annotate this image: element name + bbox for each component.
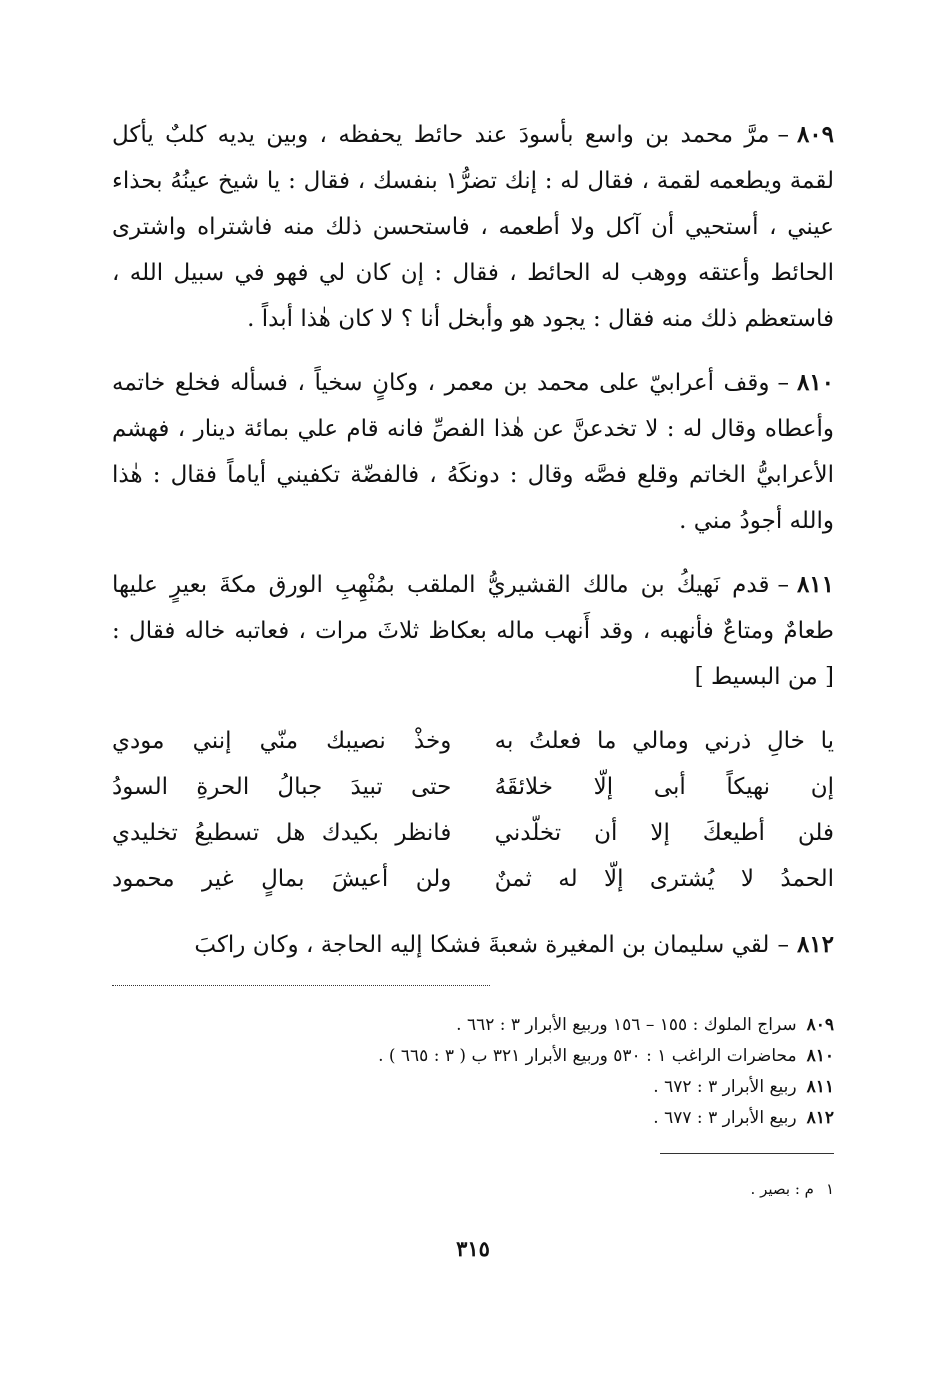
entry-number: ٨١٢ bbox=[796, 931, 834, 958]
source-text: ربيع الأبرار ٣ : ٦٧٧ . bbox=[653, 1108, 797, 1128]
entry-text: قدم نَهيكُ بن مالك القشيريُّ الملقب بمُنْهِبِ الورق مكةَ بعيرٍ عليها طعامٌ ومتاعٌ فأنهبه ، وقد أَنهب ماله بعكاظ ثلاثَ مرات ، فعاتبه خاله فقال : bbox=[112, 572, 834, 644]
hemistich-second: وخذْ نصيبك منّي إنني مودي bbox=[112, 728, 452, 754]
sources-divider bbox=[112, 985, 490, 986]
entry-text: وقف أعرابيّ على محمد بن معمر ، وكانٍ سخياً ، فسأله فخلع خاتمه وأعطاه وقال له : لا تخدعنَّ عن هٰذا الفصِّ فانه قام علي بمائة دينار ، فهشم الأعرابيُّ الخاتم وقلع فصَّه وقال : دونكَهُ ، فالفضّة تكفيني أياماً فقال : هٰذا والله أجودُ مني . bbox=[112, 370, 834, 534]
source-number: ٨١٢ bbox=[806, 1108, 834, 1128]
main-text bbox=[112, 112, 834, 986]
hemistich-first: إن نهيكاً أبى إلّا خلائقَهُ bbox=[494, 774, 834, 800]
poem-verse bbox=[112, 856, 834, 902]
source-item bbox=[112, 1072, 834, 1103]
poem-verse bbox=[112, 810, 834, 856]
hemistich-second: ولن أعيشَ بمالٍ غير محمود bbox=[112, 866, 452, 892]
poem-meter: [ من البسيط ] bbox=[694, 664, 834, 690]
page-number: ٣١٥ bbox=[456, 1236, 490, 1261]
source-text: ربيع الأبرار ٣ : ٦٧٢ . bbox=[653, 1077, 797, 1097]
entry-number: ٨٠٩ bbox=[796, 121, 834, 148]
entry-dash: – bbox=[777, 122, 789, 148]
source-number: ٨٠٩ bbox=[806, 1015, 834, 1035]
poem-verse bbox=[112, 718, 834, 764]
source-number: ٨١١ bbox=[806, 1077, 834, 1097]
entry-text: لقي سليمان بن المغيرة شعبةَ فشكا إليه الحاجة ، وكان راكبَ bbox=[194, 932, 770, 958]
source-item bbox=[112, 1010, 834, 1041]
poem-verse bbox=[112, 764, 834, 810]
source-text: سراج الملوك : ١٥٥ – ١٥٦ وربيع الأبرار ٣ : ٦٦٢ . bbox=[456, 1015, 797, 1035]
footnote-divider bbox=[660, 1153, 834, 1154]
hemistich-second: فانظر بكيدك هل تسطيعُ تخليدي bbox=[112, 820, 452, 846]
poem bbox=[112, 718, 834, 902]
source-text: محاضرات الراغب ١ : ٥٣٠ وربيع الأبرار ٣٢١ ب ( ٣ : ٦٦٥ ) . bbox=[378, 1046, 797, 1066]
entry-812 bbox=[112, 922, 834, 968]
entry-811 bbox=[112, 562, 834, 700]
hemistich-second: حتى تبيدَ جبالُ الحرةِ السودُ bbox=[112, 774, 452, 800]
footnote bbox=[751, 1176, 834, 1202]
entry-809 bbox=[112, 112, 834, 342]
entry-dash: – bbox=[777, 932, 789, 958]
hemistich-first: يا خالِ ذرني ومالي ما فعلتُ به bbox=[494, 728, 834, 754]
source-item bbox=[112, 1041, 834, 1072]
entry-number: ٨١٠ bbox=[796, 369, 834, 396]
entry-text: مرَّ محمد بن واسع بأسودَ عند حائط يحفظه ، وبين يديه كلبٌ يأكل لقمة ويطعمه لقمة ، فقال له : إنك تضرُّ١ بنفسك ، فقال : يا شيخ عينُهُ بحذاء عيني ، أستحيي أن آكل ولا أطعمه ، فاستحسن ذلك منه فاشتراه واشترى الحائط وأعتقه ووهب له الحائط ، فقال : إن كان لي فهو في سبيل الله ، فاستعظم ذلك منه فقال : يجود هو وأبخل أنا ؟ لا كان هٰذا أبداً . bbox=[112, 122, 834, 332]
entry-dash: – bbox=[777, 370, 789, 396]
sources-list bbox=[112, 1010, 834, 1134]
entry-dash: – bbox=[777, 572, 789, 598]
footnote-text: م : بصير . bbox=[750, 1180, 814, 1198]
source-number: ٨١٠ bbox=[806, 1046, 834, 1066]
entry-810 bbox=[112, 360, 834, 544]
entry-number: ٨١١ bbox=[796, 571, 834, 598]
footnote-number: ١ bbox=[825, 1180, 834, 1198]
hemistich-first: فلن أطيعكَ إلا أن تخلّدني bbox=[494, 820, 834, 846]
source-item bbox=[112, 1103, 834, 1134]
hemistich-first: الحمدُ لا يُشترى إلّا له ثمنٌ bbox=[494, 866, 834, 892]
